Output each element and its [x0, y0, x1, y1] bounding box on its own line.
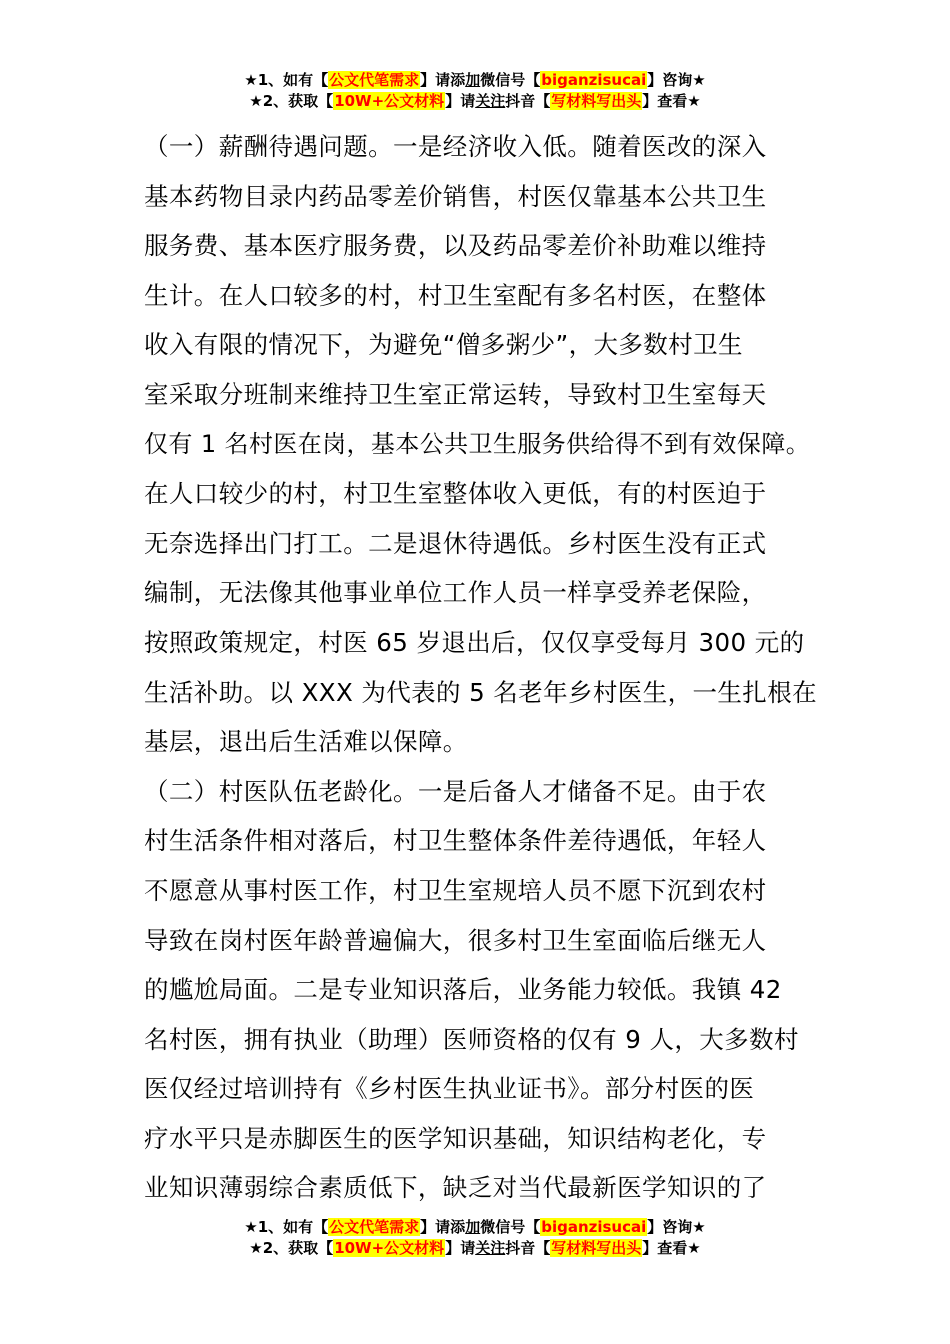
banner-line-2-underlined: 关注 [475, 1239, 506, 1257]
banner-line-1-highlight-wechat: biganzisucai [541, 1218, 647, 1236]
bottom-banner [0, 1217, 950, 1259]
document-line: 在人口较少的村，村卫生室整体收入更低，有的村医迫于 [144, 479, 767, 509]
document-line: 医仅经过培训持有《乡村医生执业证书》。部分村医的医 [144, 1074, 755, 1104]
document-line: （二）村医队伍老龄化。一是后备人才储备不足。由于农 [144, 776, 767, 806]
banner-line-1-highlight-service: 公文代笔需求 [329, 1218, 420, 1236]
document-line: 服务费、基本医疗服务费，以及药品零差价补助难以维持 [144, 231, 767, 261]
document-body [144, 122, 820, 1213]
document-line: 业知识薄弱综合素质低下，缺乏对当代最新医学知识的了 [144, 1173, 767, 1203]
banner-line-1-mid-2: 微信号【 [480, 1218, 541, 1236]
banner-line-1 [0, 70, 950, 91]
banner-line-1-mid: 】请添 [420, 71, 466, 89]
banner-line-1-prefix: ★1、如有【 [244, 1218, 329, 1236]
document-line: 室采取分班制来维持卫生室正常运转，导致村卫生室每天 [144, 379, 767, 409]
document-line: 名村医，拥有执业（助理）医师资格的仅有 9 人，大多数村 [144, 1024, 799, 1054]
banner-line-1-mid: 】请添 [420, 1218, 466, 1236]
banner-line-2-highlight-materials: 10W+公文材料 [334, 1239, 445, 1257]
banner-line-2-mid: 】请 [445, 1239, 476, 1257]
document-line: 生计。在人口较多的村，村卫生室配有多名村医，在整体 [144, 280, 767, 310]
document-line: 基本药物目录内药品零差价销售，村医仅靠基本公共卫生 [144, 181, 767, 211]
banner-line-2-mid-2: 抖音【 [505, 92, 551, 110]
document-line: 生活补助。以 XXX 为代表的 5 名老年乡村医生，一生扎根在 [144, 677, 817, 707]
document-line: 不愿意从事村医工作，村卫生室规培人员不愿下沉到农村 [144, 875, 767, 905]
banner-line-2-suffix: 】查看★ [642, 1239, 701, 1257]
banner-line-2 [0, 91, 950, 112]
banner-line-2-highlight-douyin: 写材料写出头 [551, 92, 642, 110]
document-line: 基层，退出后生活难以保障。 [144, 727, 468, 757]
banner-line-1 [0, 1217, 950, 1238]
banner-line-1-prefix: ★1、如有【 [244, 71, 329, 89]
banner-line-2-prefix: ★2、获取【 [249, 92, 334, 110]
banner-line-1-underlined: 加 [465, 71, 481, 89]
banner-line-2-highlight-douyin: 写材料写出头 [551, 1239, 642, 1257]
banner-line-2-underlined: 关注 [475, 92, 506, 110]
banner-line-1-highlight-service: 公文代笔需求 [329, 71, 420, 89]
banner-line-2-highlight-materials: 10W+公文材料 [334, 92, 445, 110]
document-line: （一）薪酬待遇问题。一是经济收入低。随着医改的深入 [144, 132, 767, 161]
banner-line-1-suffix: 】咨询★ [647, 1218, 706, 1236]
banner-line-1-suffix: 】咨询★ [647, 71, 706, 89]
document-line: 编制，无法像其他事业单位工作人员一样享受养老保险， [144, 578, 767, 608]
document-line: 无奈选择出门打工。二是退休待遇低。乡村医生没有正式 [144, 528, 767, 558]
document-line: 导致在岗村医年龄普遍偏大，很多村卫生室面临后继无人 [144, 925, 767, 955]
banner-line-2-suffix: 】查看★ [642, 92, 701, 110]
banner-line-2-prefix: ★2、获取【 [249, 1239, 334, 1257]
document-line: 收入有限的情况下，为避免“僧多粥少”，大多数村卫生 [144, 330, 743, 360]
document-line: 按照政策规定，村医 65 岁退出后，仅仅享受每月 300 元的 [144, 627, 805, 657]
document-line: 村生活条件相对落后，村卫生整体条件差待遇低，年轻人 [144, 826, 767, 856]
top-banner [0, 70, 950, 112]
banner-line-1-highlight-wechat: biganzisucai [541, 71, 647, 89]
banner-line-2-mid: 】请 [445, 92, 476, 110]
banner-line-2 [0, 1238, 950, 1259]
document-line: 疗水平只是赤脚医生的医学知识基础，知识结构老化，专 [144, 1123, 767, 1153]
banner-line-2-mid-2: 抖音【 [505, 1239, 551, 1257]
document-line: 仅有 1 名村医在岗，基本公共卫生服务供给得不到有效保障。 [144, 429, 811, 458]
banner-line-1-mid-2: 微信号【 [480, 71, 541, 89]
banner-line-1-underlined: 加 [465, 1218, 481, 1236]
document-line: 的尴尬局面。二是专业知识落后，业务能力较低。我镇 42 [144, 975, 782, 1005]
